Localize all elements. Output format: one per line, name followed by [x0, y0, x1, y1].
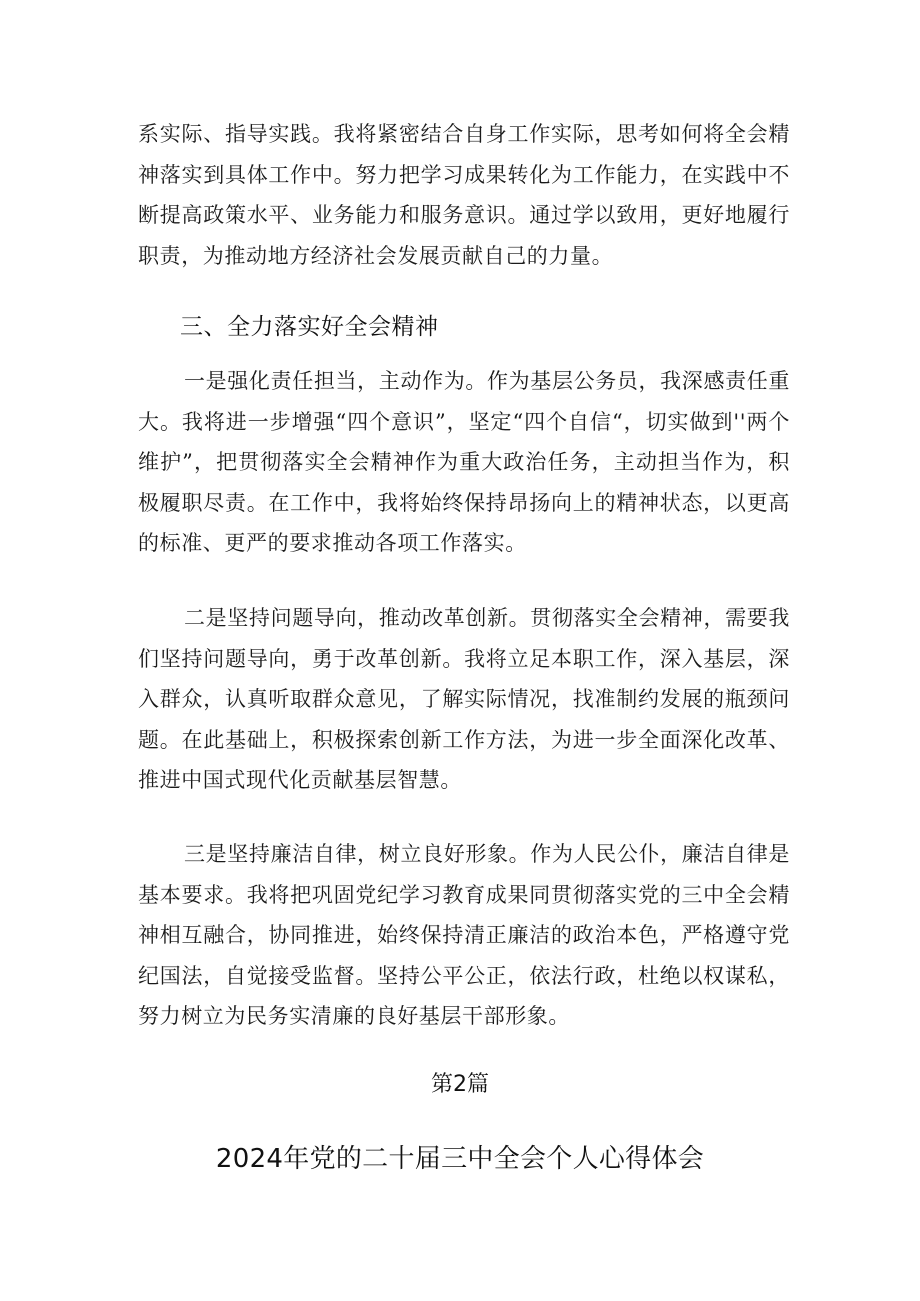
article-number: 第2篇 — [431, 1072, 489, 1097]
paragraph-second-point: 二是坚持问题导向，推动改革创新。贯彻落实全会精神，需要我们坚持问题导向，勇于改革创新。我将立足本职工作，深入基层，深入群众，认真听取群众意见，了解实际情况，找准制约发展的瓶颈问题。在此基础上，积极探索创新工作方法，为进一步全面深化改革、推进中国式现代化贡献基层智慧。 — [138, 606, 790, 792]
paragraph-first-point: 一是强化责任担当，主动作为。作为基层公务员，我深感责任重大。我将进一步增强“四个意识”，坚定“四个自信“，切实做到''两个维护”，把贯彻落实全会精神作为重大政治任务，主动担当作为，积极履职尽责。在工作中，我将始终保持昂扬向上的精神状态，以更高的标准、更严的要求推动各项工作落实。 — [138, 369, 790, 555]
paragraph-third-point: 三是坚持廉洁自律，树立良好形象。作为人民公仆，廉洁自律是基本要求。我将把巩固党纪学习教育成果同贯彻落实党的三中全会精神相互融合，协同推进，始终保持清正廉洁的政治本色，严格遵守党纪国法，自觉接受监督。坚持公平公正，依法行政，杜绝以权谋私，努力树立为民务实清廉的良好基层干部形象。 — [138, 842, 790, 1028]
paragraph-continuation: 系实际、指导实践。我将紧密结合自身工作实际，思考如何将全会精神落实到具体工作中。努力把学习成果转化为工作能力，在实践中不断提高政策水平、业务能力和服务意识。通过学以致用，更好地履行职责，为推动地方经济社会发展贡献自己的力量。 — [138, 122, 790, 268]
section-heading: 三、全力落实好全会精神 — [180, 314, 439, 340]
article-title: 2024年党的二十届三中全会个人心得体会 — [215, 1144, 705, 1174]
